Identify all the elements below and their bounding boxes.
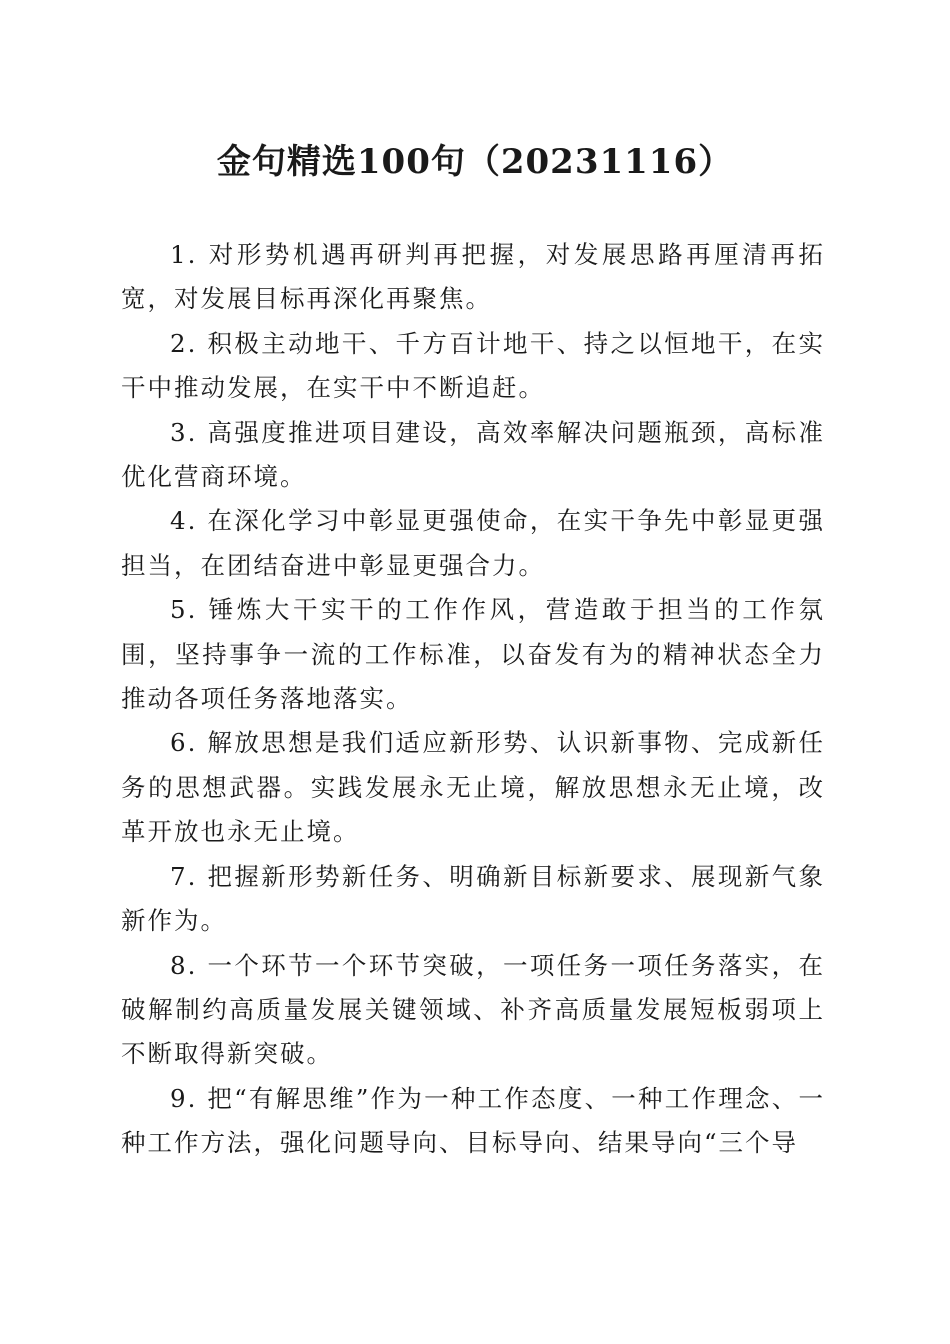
document-title: 金句精选100句（20231116）	[216, 142, 734, 182]
quote-paragraph-6: 6. 解放思想是我们适应新形势、认识新事物、完成新任务的思想武器。实践发展永无止境，解放思想永无止境，改革开放也永无止境。	[121, 728, 825, 847]
quote-paragraph-4: 4. 在深化学习中彰显更强使命，在实干争先中彰显更强担当，在团结奋进中彰显更强合力。	[121, 506, 825, 580]
quote-paragraph-1: 1. 对形势机遇再研判再把握，对发展思路再厘清再拓宽，对发展目标再深化再聚焦。	[121, 240, 825, 314]
quote-paragraph-5: 5. 锤炼大干实干的工作作风，营造敢于担当的工作氛围，坚持事争一流的工作标准，以奋发有为的精神状态全力推动各项任务落地落实。	[121, 595, 825, 714]
quote-paragraph-2: 2. 积极主动地干、千方百计地干、持之以恒地干，在实干中推动发展，在实干中不断追赶。	[121, 328, 825, 403]
document-body	[121, 233, 825, 1166]
quote-paragraph-3: 3. 高强度推进项目建设，高效率解决问题瓶颈，高标准优化营商环境。	[121, 417, 825, 492]
quote-paragraph-9: 9. 把“有解思维”作为一种工作态度、一种工作理念、一种工作方法，强化问题导向、目标导向、结果导向“三个导	[121, 1083, 825, 1158]
quote-paragraph-7: 7. 把握新形势新任务、明确新目标新要求、展现新气象新作为。	[121, 861, 825, 936]
quote-paragraph-8: 8. 一个环节一个环节突破，一项任务一项任务落实，在破解制约高质量发展关键领域、补齐高质量发展短板弱项上不断取得新突破。	[121, 950, 825, 1069]
